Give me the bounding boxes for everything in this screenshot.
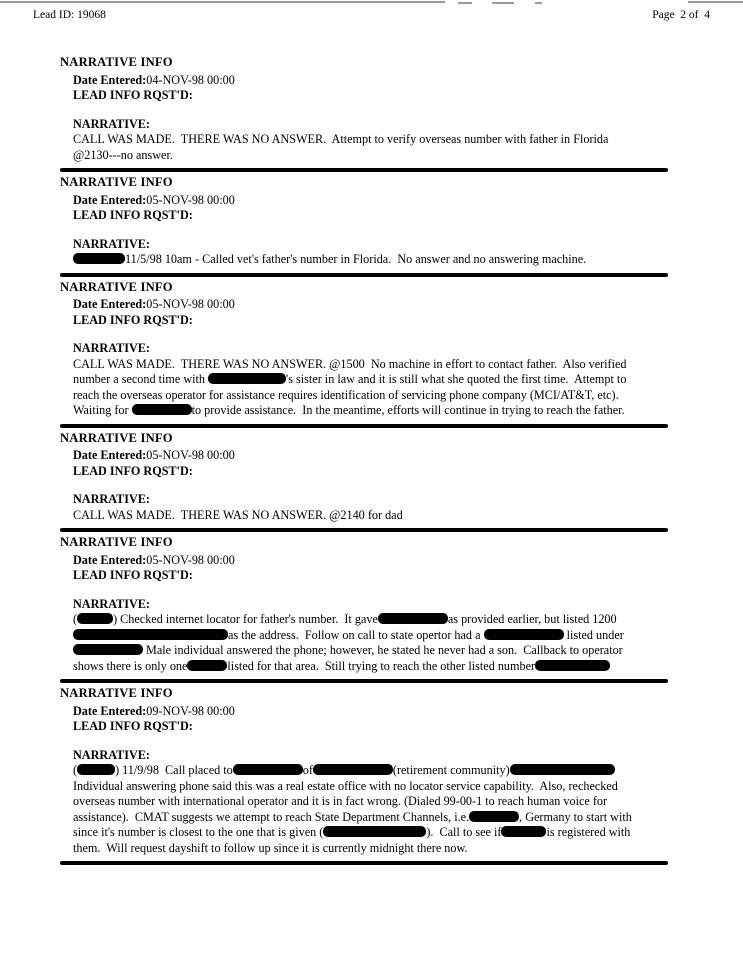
redaction-bar	[187, 660, 227, 671]
narrative-label: NARRATIVE:	[73, 747, 150, 762]
narrative-line: CALL WAS MADE. THERE WAS NO ANSWER. Attempt to verify overseas number with father in Florida	[73, 132, 609, 146]
redaction-bar	[469, 811, 519, 822]
redaction-bar	[501, 826, 546, 837]
scan-edge-artifact	[688, 1, 743, 3]
section-title: NARRATIVE INFO	[60, 430, 173, 445]
section-divider	[60, 273, 668, 277]
lead-info-label: LEAD INFO RQST'D:	[73, 568, 193, 582]
date-entered-label: Date Entered:	[73, 703, 147, 718]
narrative-line: 11/5/98 10am - Called vet's father's number in Florida. No answer and no answering machine.	[73, 252, 676, 268]
redaction-bar	[378, 613, 448, 624]
narrative-label: NARRATIVE:	[73, 341, 150, 355]
narrative-label: NARRATIVE:	[73, 116, 150, 131]
redaction-bar	[208, 373, 286, 384]
section-divider	[60, 528, 668, 532]
date-entered-label: Date Entered:	[73, 552, 147, 567]
lead-id: Lead ID: 19068	[33, 9, 106, 21]
narrative-line: @2130---no answer.	[73, 147, 173, 162]
section-title: NARRATIVE INFO	[60, 55, 173, 69]
narrative-line: ( ) Checked internet locator for father's number. It gave as provided earlier, but listed 1200	[73, 612, 617, 626]
redaction-bar	[73, 253, 125, 264]
section-title: NARRATIVE INFO	[60, 535, 173, 549]
document-body	[60, 55, 676, 868]
narrative-label: NARRATIVE:	[73, 236, 150, 251]
redaction-bar	[323, 826, 426, 837]
date-entered-label: Date Entered:	[73, 192, 147, 207]
section-divider	[60, 168, 668, 172]
narrative-line: since it's number is closest to the one that is given ( ). Call to see if is registered with	[73, 825, 631, 839]
date-entered-label: Date Entered:	[73, 448, 147, 462]
narrative-line: shows there is only one listed for that area. Still trying to reach the other listed number	[73, 659, 676, 675]
date-entered-value: 05-NOV-98 00:00	[146, 552, 235, 567]
lead-info-label: LEAD INFO RQST'D:	[73, 208, 193, 222]
lead-info-label: LEAD INFO RQST'D:	[73, 312, 193, 327]
lead-info-label: LEAD INFO RQST'D:	[73, 719, 193, 733]
date-entered-row	[73, 73, 676, 89]
narrative-line: CALL WAS MADE. THERE WAS NO ANSWER. @2140 for dad	[73, 507, 403, 522]
section-divider	[60, 861, 668, 865]
narrative-section	[60, 535, 676, 674]
section-fields	[73, 704, 676, 857]
section-fields	[73, 297, 676, 419]
section-divider	[60, 424, 668, 428]
narrative-section	[60, 686, 676, 856]
date-entered-row	[73, 553, 676, 569]
section-divider	[60, 679, 668, 683]
section-title: NARRATIVE INFO	[60, 279, 173, 294]
redaction-bar	[132, 404, 192, 415]
date-entered-value: 05-NOV-98 00:00	[146, 448, 235, 462]
date-entered-value: 05-NOV-98 00:00	[146, 192, 235, 207]
narrative-line: assistance). CMAT suggests we attempt to reach State Department Channels, i.e. , Germany to start with	[73, 809, 632, 824]
redaction-bar	[535, 660, 610, 671]
narrative-line: overseas number with international operator and it is in fact wrong. (Dialed 99-00-1 to reach human voice for	[73, 794, 608, 808]
scan-edge-artifact	[458, 2, 472, 4]
redaction-bar	[73, 644, 143, 655]
narrative-line: as the address. Follow on call to state opertor had a listed under	[73, 628, 676, 644]
redaction-bar	[73, 629, 228, 640]
narrative-line: Male individual answered the phone; however, he stated he never had a son. Callback to operator	[73, 643, 676, 659]
narrative-section	[60, 175, 676, 268]
section-fields	[73, 73, 676, 164]
lead-info-label: LEAD INFO RQST'D:	[73, 88, 193, 102]
redaction-bar	[77, 764, 115, 775]
narrative-section	[60, 55, 676, 163]
section-title: NARRATIVE INFO	[60, 175, 173, 189]
narrative-line: number a second time with 's sister in law and it is still what she quoted the first time. Attempt to	[73, 372, 627, 386]
date-entered-row	[73, 704, 676, 720]
narrative-line: ( ) 11/9/98 Call placed to of (retirement community)	[73, 763, 676, 779]
date-entered-value: 05-NOV-98 00:00	[146, 297, 235, 311]
narrative-line: Individual answering phone said this was a real estate office with no locator service capability. Also, rechecked	[73, 778, 618, 793]
redaction-bar	[233, 764, 303, 775]
redaction-bar	[313, 764, 393, 775]
date-entered-label: Date Entered:	[73, 297, 147, 311]
narrative-line: them. Will request dayshift to follow up since it is currently midnight there now.	[73, 840, 468, 855]
lead-info-label: LEAD INFO RQST'D:	[73, 463, 193, 478]
section-fields	[73, 193, 676, 268]
narrative-section	[60, 431, 676, 524]
narrative-line: reach the overseas operator for assistance requires identification of servicing phone company (MCI/AT&T, etc).	[73, 387, 619, 402]
narrative-line: CALL WAS MADE. THERE WAS NO ANSWER. @1500 No machine in effort to contact father. Also verified	[73, 356, 627, 371]
section-title: NARRATIVE INFO	[60, 686, 173, 700]
date-entered-value: 09-NOV-98 00:00	[146, 703, 235, 718]
narrative-section	[60, 280, 676, 419]
redaction-bar	[510, 764, 615, 775]
redaction-bar	[77, 613, 113, 624]
narrative-label: NARRATIVE:	[73, 492, 150, 506]
scan-edge-artifact	[535, 2, 542, 4]
narrative-line: Waiting for to provide assistance. In the meantime, efforts will continue in trying to reach the father.	[73, 403, 625, 417]
date-entered-row	[73, 297, 676, 313]
date-entered-row	[73, 193, 676, 209]
scan-edge-artifact	[0, 1, 445, 3]
section-fields	[73, 448, 676, 523]
section-fields	[73, 553, 676, 675]
narrative-label: NARRATIVE:	[73, 596, 150, 611]
scan-edge-artifact	[492, 2, 514, 4]
redaction-bar	[484, 629, 564, 640]
date-entered-row	[73, 448, 676, 464]
date-entered-value: 04-NOV-98 00:00	[146, 72, 235, 87]
page-number: Page 2 of 4	[652, 9, 710, 21]
date-entered-label: Date Entered:	[73, 72, 147, 87]
